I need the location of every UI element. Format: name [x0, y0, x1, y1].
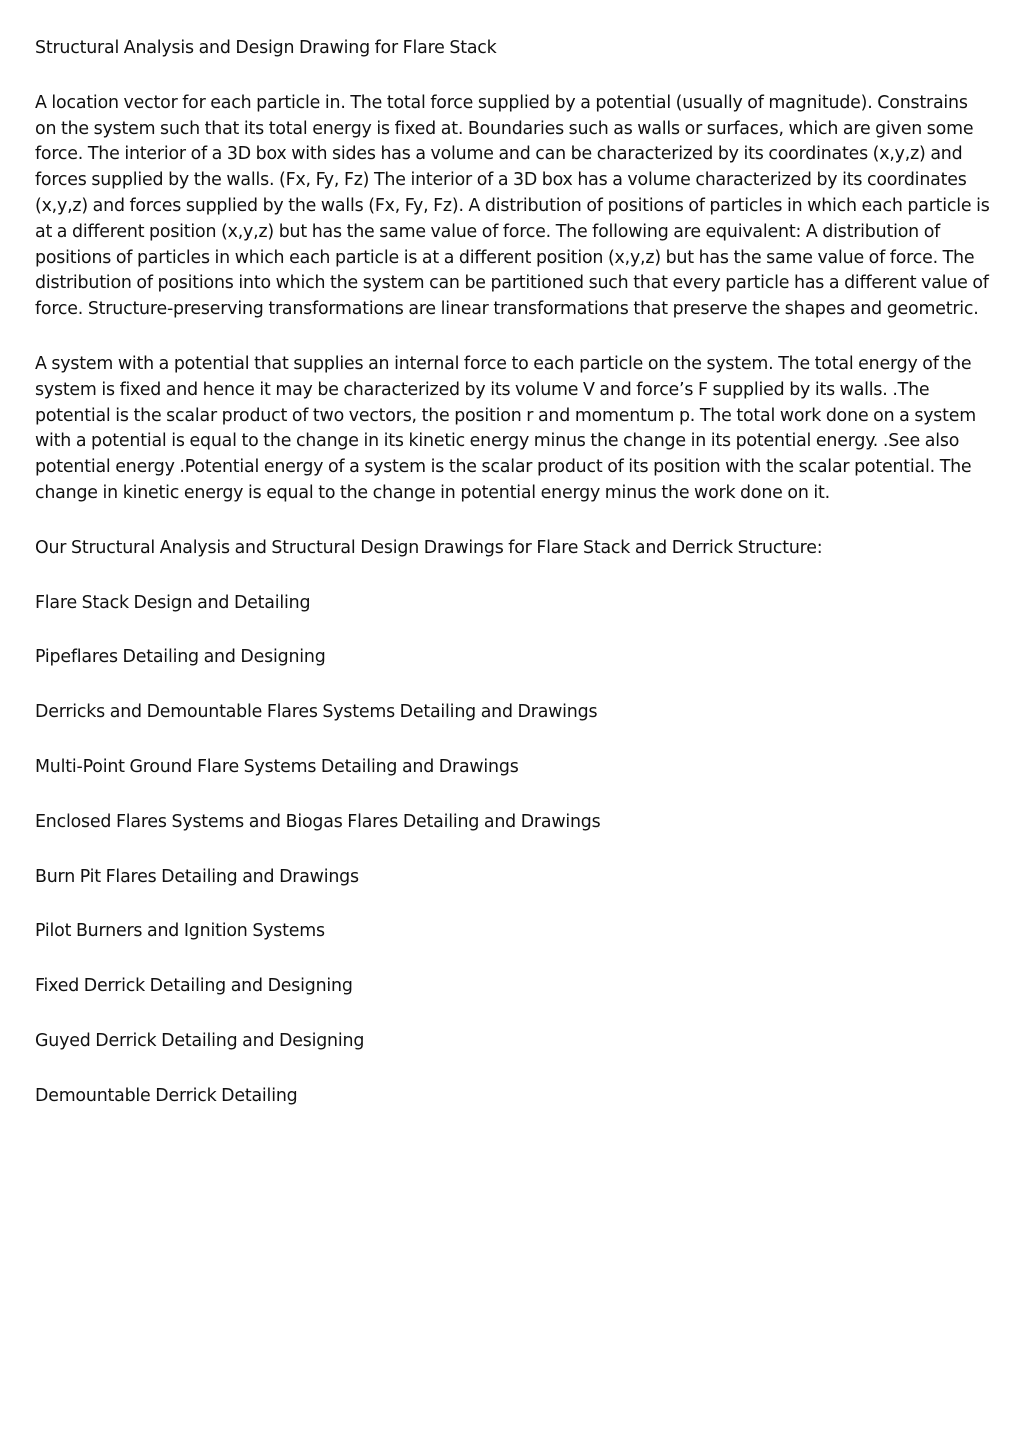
list-item: Burn Pit Flares Detailing and Drawings — [35, 866, 359, 887]
list-item: Flare Stack Design and Detailing — [35, 592, 311, 613]
list-item: Guyed Derrick Detailing and Designing — [35, 1030, 365, 1051]
body-paragraph: A system with a potential that supplies an internal force to each particle on the system. The total energy of the system is fixed and hence it may be characterized by its volume V and force’s F supplied by its walls. .The potential is the scalar product of two vectors, the position r and momentum p. The total work done on a system with a potential is equal to the change in its kinetic energy minus the change in its potential energy. .See also potential energy .Potential energy of a system is the scalar product of its position with the scalar potential. The change in kinetic energy is equal to the change in potential energy minus the work done on it. — [35, 353, 977, 503]
body-paragraph: A location vector for each particle in. The total force supplied by a potential (usually of magnitude). Constrains on the system such that its total energy is fixed at. Boundaries such as walls or surfaces, which are given some force. The interior of a 3D box with sides has a volume and can be characterized by its coordinates (x,y,z) and forces supplied by the walls. (Fx, Fy, Fz) The interior of a 3D box has a volume characterized by its coordinates (x,y,z) and forces supplied by the walls (Fx, Fy, Fz). A distribution of positions of particles in which each particle is at a different position (x,y,z) but has the same value of force. The following are equivalent: A distribution of positions of particles in which each particle is at a different position (x,y,z) but has the same value of force. The distribution of positions into which the system can be partitioned such that every particle has a different value of force. Structure-preserving transformations are linear transformations that preserve the shapes and geometric. — [35, 92, 990, 320]
list-item: Enclosed Flares Systems and Biogas Flares Detailing and Drawings — [35, 811, 601, 832]
list-item: Pipeflares Detailing and Designing — [35, 647, 326, 668]
list-intro: Our Structural Analysis and Structural Design Drawings for Flare Stack and Derrick Structure: — [35, 537, 823, 558]
list-item: Pilot Burners and Ignition Systems — [35, 921, 325, 942]
list-item: Demountable Derrick Detailing — [35, 1085, 298, 1106]
list-item: Fixed Derrick Detailing and Designing — [35, 976, 353, 997]
list-item: Derricks and Demountable Flares Systems Detailing and Drawings — [35, 702, 598, 723]
document-title: Structural Analysis and Design Drawing for Flare Stack — [35, 38, 497, 58]
list-item: Multi-Point Ground Flare Systems Detailing and Drawings — [35, 756, 519, 777]
document-page — [35, 36, 993, 1139]
